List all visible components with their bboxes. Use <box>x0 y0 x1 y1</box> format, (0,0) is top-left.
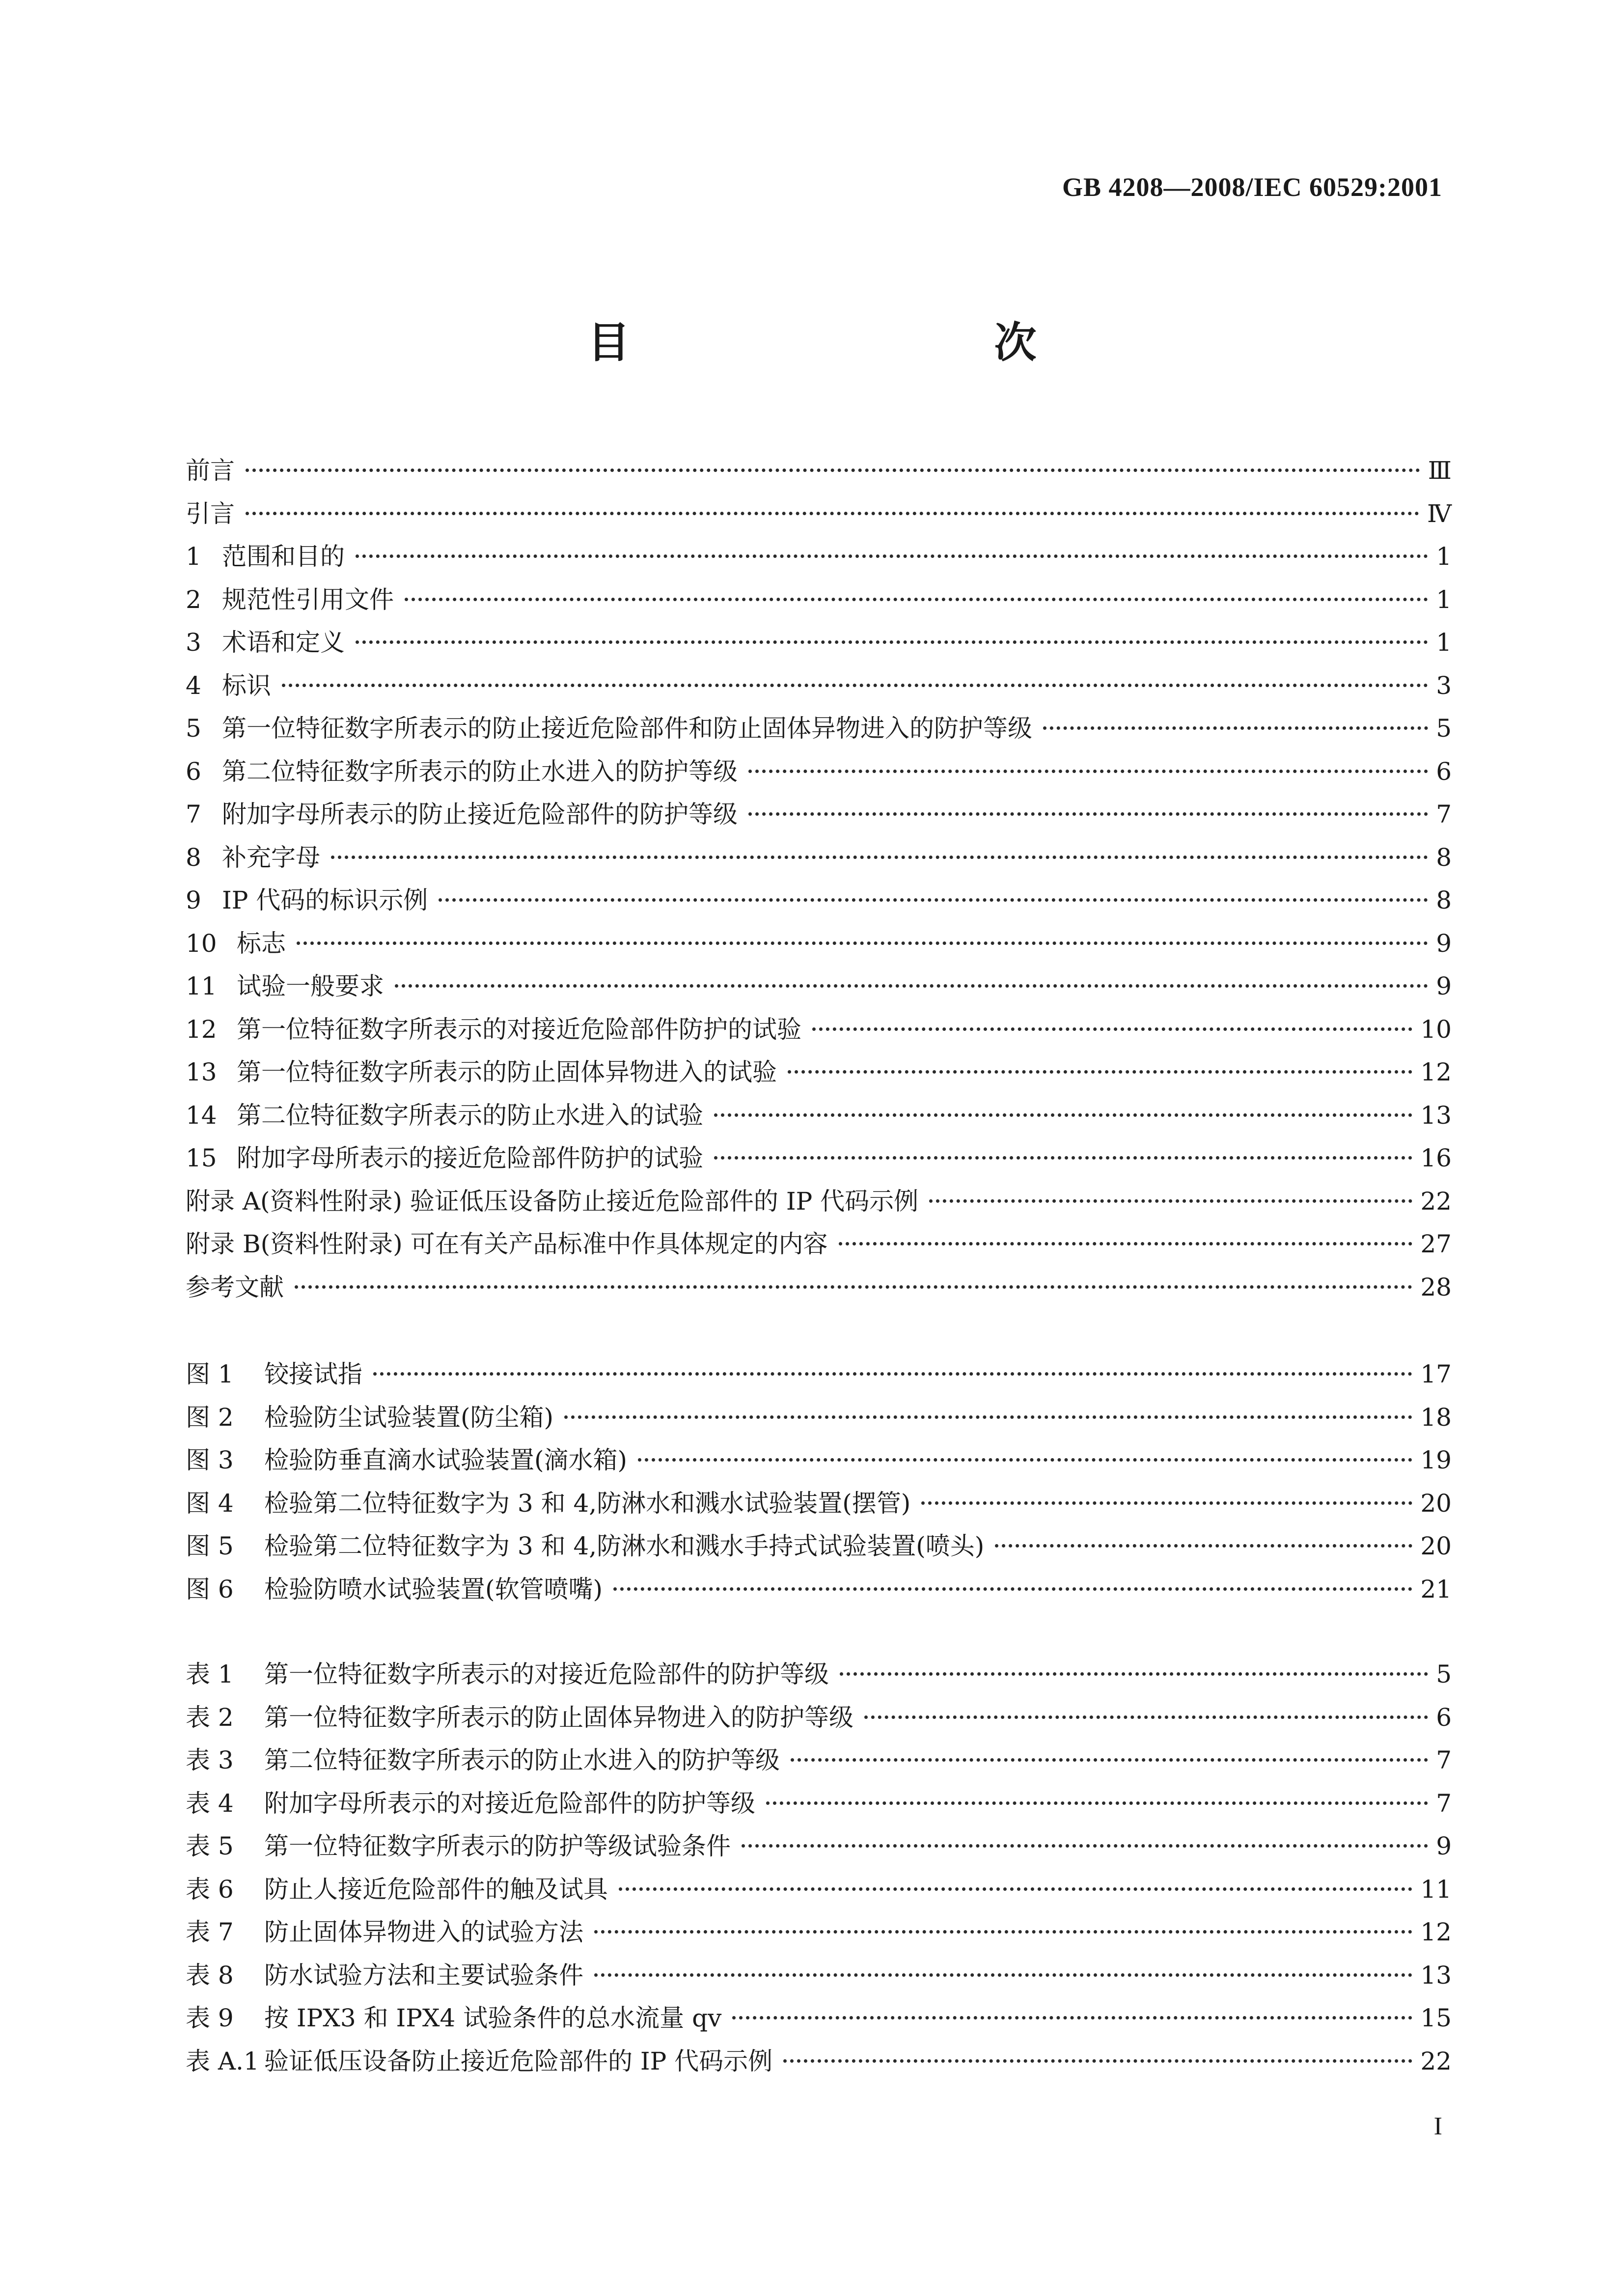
toc-figure-3[interactable] <box>186 1439 1452 1482</box>
page-title: 目 次 <box>587 318 1130 367</box>
toc-leader-dots <box>812 1027 1412 1031</box>
toc-entry-text: 附加字母所表示的接近危险部件防护的试验 <box>237 1144 703 1172</box>
toc-leader-dots <box>788 1070 1412 1074</box>
toc-entry-number: 图 6 <box>186 1575 234 1604</box>
toc-entry-text: 防水试验方法和主要试验条件 <box>264 1961 583 1990</box>
toc-leader-dots <box>594 1930 1412 1934</box>
toc-entry-number: 表 8 <box>186 1961 234 1990</box>
toc-entry-number: 附录 B(资料性附录) <box>186 1230 403 1258</box>
toc-entry-text: 第一位特征数字所表示的防护等级试验条件 <box>264 1832 731 1860</box>
toc-table-list <box>186 1653 1452 2083</box>
toc-entry-title <box>186 922 286 966</box>
toc-entry-number: 10 <box>186 929 217 958</box>
toc-leader-dots <box>929 1199 1412 1203</box>
toc-leader-dots <box>564 1415 1412 1419</box>
toc-entry-number: 8 <box>186 843 201 872</box>
toc-entry-number: 9 <box>186 886 201 914</box>
toc-leader-dots <box>246 512 1419 515</box>
toc-table-4[interactable] <box>186 1782 1452 1825</box>
toc-entry-number: 7 <box>186 800 201 829</box>
toc-entry-text: 附加字母所表示的防止接近危险部件的防护等级 <box>222 800 738 829</box>
toc-entry-page: 8 <box>1436 886 1452 914</box>
toc-entry-title <box>186 879 428 922</box>
toc-entry-text: 验证低压设备防止接近危险部件的 IP 代码示例 <box>264 2046 773 2075</box>
toc-table-6[interactable] <box>186 1868 1452 1911</box>
toc-entry-page: 12 <box>1420 1918 1452 1946</box>
toc-entry-title <box>186 1653 829 1696</box>
toc-entry-title <box>186 1696 853 1740</box>
toc-entry-text: 第二位特征数字所表示的防止水进入的防护等级 <box>264 1746 780 1774</box>
toc-entry-page: 12 <box>1420 1058 1452 1086</box>
toc-entry-title <box>186 535 345 579</box>
toc-entry-page: 27 <box>1420 1230 1452 1258</box>
toc-entry-number: 表 7 <box>186 1918 234 1946</box>
toc-leader-dots <box>839 1242 1413 1245</box>
toc-entry-number: 图 3 <box>186 1446 234 1474</box>
toc-entry-2[interactable] <box>186 579 1452 622</box>
toc-leader-dots <box>594 1973 1412 1977</box>
toc-entry-title <box>186 1482 910 1525</box>
toc-entry-page: 13 <box>1420 1961 1452 1990</box>
toc-entry-page: Ⅲ <box>1428 456 1452 485</box>
toc-figure-5[interactable] <box>186 1525 1452 1568</box>
toc-entry-introduction[interactable] <box>186 493 1452 536</box>
toc-entry-text: 第一位特征数字所表示的防止固体异物进入的试验 <box>237 1058 777 1086</box>
toc-entry-page: 13 <box>1420 1101 1452 1130</box>
toc-entry-page: 7 <box>1436 800 1452 829</box>
toc-leader-dots <box>356 640 1428 644</box>
toc-entry-page: 3 <box>1436 671 1452 700</box>
toc-leader-dots <box>246 469 1420 472</box>
toc-entry-number: 附录 A(资料性附录) <box>186 1187 403 1216</box>
toc-leader-dots <box>1043 726 1428 730</box>
toc-leader-dots <box>282 684 1428 687</box>
toc-leader-dots <box>840 1672 1428 1676</box>
toc-entry-title <box>186 621 345 664</box>
toc-entry-page: 20 <box>1420 1489 1452 1518</box>
toc-entry-page: 1 <box>1436 585 1452 614</box>
toc-entry-title <box>186 579 394 622</box>
toc-entry-text: 第一位特征数字所表示的防止接近危险部件和防止固体异物进入的防护等级 <box>222 714 1032 743</box>
toc-entry-title <box>186 1911 583 1954</box>
toc-leader-dots <box>373 1372 1412 1376</box>
toc-leader-dots <box>714 1156 1412 1160</box>
toc-entry-12[interactable] <box>186 1008 1452 1051</box>
toc-entry-number: 表 9 <box>186 2004 234 2032</box>
toc-entry-page: 10 <box>1420 1015 1452 1044</box>
toc-entry-text: 第二位特征数字所表示的防止水进入的试验 <box>237 1101 703 1130</box>
toc-entry-1[interactable] <box>186 535 1452 579</box>
toc-entry-number: 14 <box>186 1101 217 1130</box>
toc-entry-page: 19 <box>1420 1446 1452 1474</box>
toc-entry-text: 铰接试指 <box>264 1360 362 1388</box>
toc-leader-dots <box>295 1285 1412 1289</box>
toc-leader-dots <box>766 1801 1428 1805</box>
toc-leader-dots <box>742 1844 1428 1848</box>
toc-entry-text: 防止人接近危险部件的触及试具 <box>264 1875 608 1904</box>
toc-entry-title <box>186 1568 603 1611</box>
toc-entry-page: 9 <box>1436 972 1452 1000</box>
toc-entry-number: 表 1 <box>186 1660 234 1688</box>
toc-entry-number: 表 A.1 <box>186 2046 259 2075</box>
toc-entry-references[interactable] <box>186 1266 1452 1309</box>
toc-entry-number: 15 <box>186 1144 217 1172</box>
toc-entry-14[interactable] <box>186 1094 1452 1137</box>
toc-entry-title: 参考文献 <box>186 1272 284 1301</box>
toc-entry-number: 表 3 <box>186 1746 234 1774</box>
toc-entry-number: 3 <box>186 628 201 657</box>
toc-leader-dots <box>619 1887 1412 1891</box>
toc-figure-list <box>186 1353 1452 1611</box>
toc-entry-text: IP 代码的标识示例 <box>222 886 428 914</box>
toc-entry-page: 11 <box>1420 1875 1452 1904</box>
toc-entry-page: 9 <box>1436 1832 1452 1860</box>
toc-entry-page: 21 <box>1420 1575 1452 1604</box>
toc-entry-page: 15 <box>1420 2004 1452 2032</box>
toc-entry-text: 第一位特征数字所表示的对接近危险部件防护的试验 <box>237 1015 801 1044</box>
toc-entry-title <box>186 793 738 836</box>
toc-entry-text: 标识 <box>222 671 271 700</box>
toc-entry-number: 13 <box>186 1058 217 1086</box>
toc-table-2[interactable] <box>186 1696 1452 1740</box>
toc-entry-page: 6 <box>1436 1703 1452 1732</box>
toc-entry-page: 5 <box>1436 1660 1452 1688</box>
toc-entry-number: 表 5 <box>186 1832 234 1860</box>
toc-entry-page: 5 <box>1436 714 1452 743</box>
toc-entry-foreword[interactable] <box>186 449 1452 493</box>
toc-entry-text: 第一位特征数字所表示的对接近危险部件的防护等级 <box>264 1660 829 1688</box>
toc-entry-title: 前言 <box>186 456 235 485</box>
toc-entry-11[interactable] <box>186 965 1452 1008</box>
toc-entry-title <box>186 1525 984 1568</box>
toc-entry-appendix-a[interactable] <box>186 1180 1452 1223</box>
toc-entry-text: 可在有关产品标准中作具体规定的内容 <box>410 1230 828 1258</box>
toc-entry-number: 图 5 <box>186 1532 234 1560</box>
toc-entry-number: 表 4 <box>186 1789 234 1818</box>
toc-leader-dots <box>995 1544 1412 1548</box>
toc-entry-title <box>186 2040 772 2083</box>
toc-entry-title <box>186 1094 703 1137</box>
toc-entry-page: 7 <box>1436 1746 1452 1774</box>
toc-entry-page: Ⅳ <box>1427 499 1452 528</box>
toc-entry-title <box>186 1782 755 1825</box>
toc-table-a1[interactable] <box>186 2040 1452 2083</box>
toc-entry-3[interactable] <box>186 621 1452 664</box>
toc-leader-dots <box>356 554 1428 558</box>
toc-entry-number: 4 <box>186 671 201 700</box>
toc-entry-number: 2 <box>186 585 201 614</box>
toc-entry-text: 试验一般要求 <box>237 972 384 1000</box>
toc-entry-title <box>186 1954 583 1997</box>
toc-entry-15[interactable] <box>186 1137 1452 1180</box>
toc-entry-text: 补充字母 <box>222 843 320 872</box>
toc-entry-text: 附加字母所表示的对接近危险部件的防护等级 <box>264 1789 755 1818</box>
toc-entry-title: 引言 <box>186 499 235 528</box>
toc-entry-page: 6 <box>1436 757 1452 786</box>
toc-entry-7[interactable] <box>186 793 1452 836</box>
toc-table-3[interactable] <box>186 1739 1452 1782</box>
toc-entry-page: 9 <box>1436 929 1452 958</box>
toc-table-5[interactable] <box>186 1825 1452 1868</box>
toc-entry-title <box>186 664 271 708</box>
toc-entry-number: 表 6 <box>186 1875 234 1904</box>
toc-figure-2[interactable] <box>186 1396 1452 1439</box>
toc-entry-text: 标志 <box>237 929 286 958</box>
toc-entry-text: 防止固体异物进入的试验方法 <box>264 1918 583 1946</box>
toc-leader-dots <box>748 770 1428 773</box>
toc-entry-title <box>186 1008 801 1051</box>
toc-leader-dots <box>405 598 1428 601</box>
toc-entry-title <box>186 750 738 794</box>
toc-entry-page: 8 <box>1436 843 1452 872</box>
page-number: I <box>1433 2112 1442 2140</box>
toc-entry-6[interactable] <box>186 750 1452 794</box>
toc-entry-title <box>186 1180 918 1223</box>
toc-leader-dots <box>714 1113 1412 1117</box>
toc-entry-title <box>186 1396 553 1439</box>
toc-entry-text: 第二位特征数字所表示的防止水进入的防护等级 <box>222 757 738 786</box>
toc-entry-title <box>186 965 384 1008</box>
toc-entry-13[interactable] <box>186 1051 1452 1094</box>
toc-entry-text: 第一位特征数字所表示的防止固体异物进入的防护等级 <box>264 1703 853 1732</box>
toc-entry-4[interactable] <box>186 664 1452 708</box>
toc-entry-title <box>186 836 320 880</box>
toc-entry-text: 术语和定义 <box>222 628 345 657</box>
toc-entry-appendix-b[interactable] <box>186 1223 1452 1266</box>
toc-entry-number: 6 <box>186 757 201 786</box>
toc-leader-dots <box>331 856 1428 859</box>
toc-figure-6[interactable] <box>186 1568 1452 1611</box>
toc-leader-dots <box>732 2016 1412 2019</box>
toc-figure-1[interactable] <box>186 1353 1452 1396</box>
toc-entry-number: 图 1 <box>186 1360 234 1388</box>
toc-entry-8[interactable] <box>186 836 1452 880</box>
toc-entry-text: 检验第二位特征数字为 3 和 4,防淋水和溅水试验装置(摆管) <box>264 1489 911 1518</box>
toc-entry-text: 范围和目的 <box>222 542 345 571</box>
toc-entry-title <box>186 1997 721 2040</box>
toc-entry-number: 12 <box>186 1015 217 1044</box>
toc-entry-page: 7 <box>1436 1789 1452 1818</box>
toc-entry-page: 20 <box>1420 1532 1452 1560</box>
toc-entry-page: 17 <box>1420 1360 1452 1388</box>
toc-entry-page: 1 <box>1436 628 1452 657</box>
toc-entry-text: 检验防垂直滴水试验装置(滴水箱) <box>264 1446 628 1474</box>
toc-entry-page: 16 <box>1420 1144 1452 1172</box>
toc-entry-title <box>186 1439 627 1482</box>
toc-entry-page: 28 <box>1420 1272 1452 1301</box>
toc-entry-number: 表 2 <box>186 1703 234 1732</box>
toc-entry-number: 图 4 <box>186 1489 234 1518</box>
toc-leader-dots <box>748 812 1428 816</box>
toc-leader-dots <box>864 1715 1428 1719</box>
toc-table-7[interactable] <box>186 1911 1452 1954</box>
toc-entry-text: 验证低压设备防止接近危险部件的 IP 代码示例 <box>410 1187 919 1216</box>
toc-entry-5[interactable] <box>186 707 1452 750</box>
toc-entry-10[interactable] <box>186 922 1452 966</box>
toc-leader-dots <box>921 1501 1412 1505</box>
toc-leader-dots <box>439 898 1428 902</box>
toc-entry-9[interactable] <box>186 879 1452 922</box>
toc-figure-4[interactable] <box>186 1482 1452 1525</box>
toc-entry-title <box>186 1353 362 1396</box>
toc-entry-number: 11 <box>186 972 217 1000</box>
toc-table-1[interactable] <box>186 1653 1452 1696</box>
toc-table-8[interactable] <box>186 1954 1452 1997</box>
toc-entry-page: 18 <box>1420 1403 1452 1432</box>
toc-entry-title <box>186 1223 828 1266</box>
standard-code: GB 4208—2008/IEC 60529:2001 <box>1062 172 1442 202</box>
toc-entry-page: 22 <box>1420 2046 1452 2075</box>
toc-entry-number: 5 <box>186 714 201 743</box>
toc-leader-dots <box>395 984 1428 988</box>
toc-entry-title <box>186 1739 780 1782</box>
toc-entry-number: 图 2 <box>186 1403 234 1432</box>
toc-entry-text: 检验防喷水试验装置(软管喷嘴) <box>264 1575 603 1604</box>
toc-entry-title <box>186 1051 777 1094</box>
toc-leader-dots <box>638 1458 1412 1462</box>
toc-entry-title <box>186 1137 703 1180</box>
toc-entry-page: 22 <box>1420 1187 1452 1216</box>
toc-entry-text: 规范性引用文件 <box>222 585 394 614</box>
toc-main-list <box>186 449 1452 1309</box>
toc-entry-title <box>186 707 1032 750</box>
toc-entry-page: 1 <box>1436 542 1452 571</box>
toc-entry-title <box>186 1868 608 1911</box>
toc-leader-dots <box>783 2059 1412 2063</box>
toc-leader-dots <box>613 1587 1412 1591</box>
toc-entry-text: 按 IPX3 和 IPX4 试验条件的总水流量 qv <box>264 2004 722 2032</box>
toc-leader-dots <box>297 941 1428 945</box>
toc-table-9[interactable] <box>186 1997 1452 2040</box>
toc-entry-text: 检验第二位特征数字为 3 和 4,防淋水和溅水手持式试验装置(喷头) <box>264 1532 985 1560</box>
toc-entry-text: 检验防尘试验装置(防尘箱) <box>264 1403 554 1432</box>
toc-entry-title <box>186 1825 731 1868</box>
toc-leader-dots <box>791 1758 1428 1762</box>
toc-entry-number: 1 <box>186 542 201 571</box>
